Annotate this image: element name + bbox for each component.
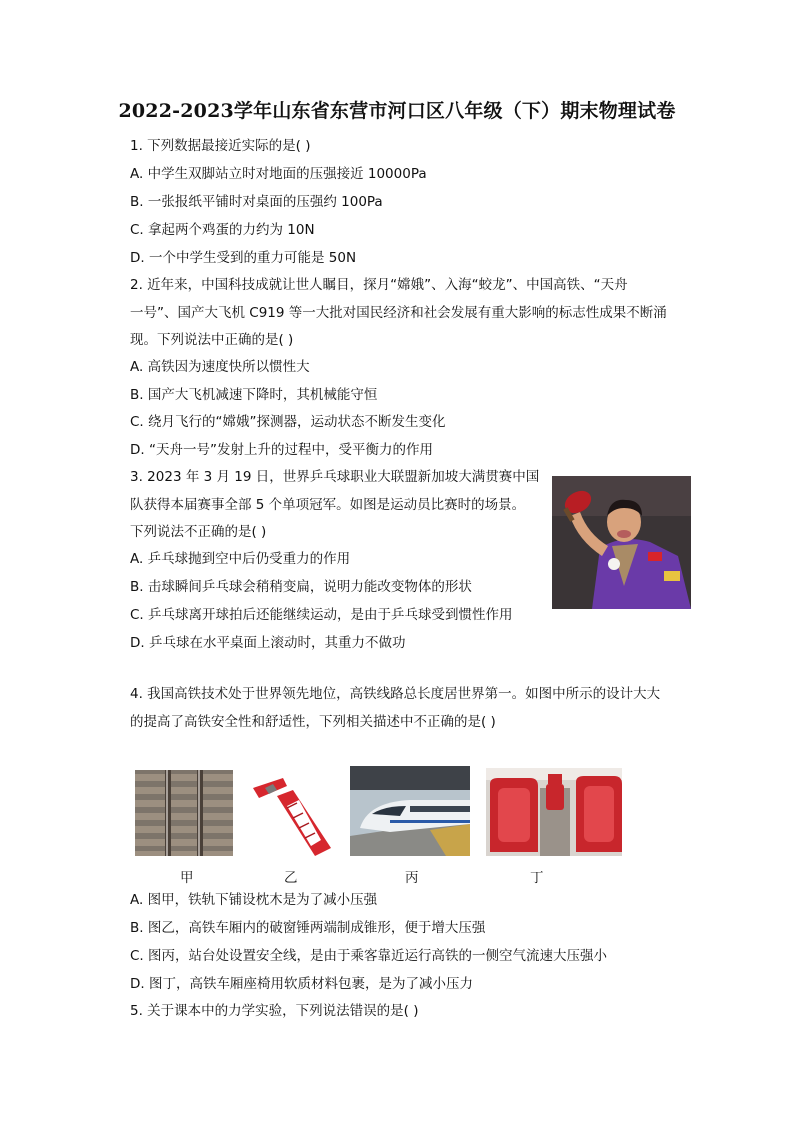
q3-option-a: A. 乒乓球抛到空中后仍受重力的作用 <box>130 551 351 567</box>
emergency-hammer-image <box>247 770 337 860</box>
q3-option-c: C. 乒乓球离开球拍后还能继续运动，是由于乒乓球受到惯性作用 <box>130 607 513 623</box>
q1-option-b: B. 一张报纸平铺时对桌面的压强约 100Pa <box>130 194 383 210</box>
q1-option-d: D. 一个中学生受到的重力可能是 50N <box>130 250 357 266</box>
q4-option-b: B. 图乙，高铁车厢内的破窗锤两端制成锥形，便于增大压强 <box>130 920 486 936</box>
figure-caption-yi: 乙 <box>284 870 298 886</box>
q4-option-d: D. 图丁，高铁车厢座椅用软质材料包裹，是为了减小压力 <box>130 976 473 992</box>
q2-option-c: C. 绕月飞行的“嫦娥”探测器，运动状态不断发生变化 <box>130 414 446 430</box>
figure-caption-ding: 丁 <box>530 870 544 886</box>
q1-option-a: A. 中学生双脚站立时对地面的压强接近 10000Pa <box>130 166 427 182</box>
figure-caption-jia: 甲 <box>180 870 194 886</box>
q2-option-a: A. 高铁因为速度快所以惯性大 <box>130 359 310 375</box>
table-tennis-player-photo <box>552 476 691 609</box>
q2-stem-line-3: 现。下列说法中正确的是( ) <box>130 332 294 348</box>
q2-stem-line-2: 一号”、国产大飞机 C919 等一大批对国民经济和社会发展有重大影响的标志性成果不断涌 <box>130 305 667 321</box>
q3-stem-line-2: 队获得本届赛事全部 5 个单项冠军。如图是运动员比赛时的场景。 <box>130 497 526 513</box>
train-seats-image <box>486 768 622 856</box>
q2-option-d: D. “天舟一号”发射上升的过程中，受平衡力的作用 <box>130 442 433 458</box>
q2-stem-line-1: 2. 近年来，中国科技成就让世人瞩目，探月“嫦娥”、入海“蛟龙”、中国高铁、“天舟 <box>130 277 628 293</box>
q3-stem-line-1: 3. 2023 年 3 月 19 日，世界乒乓球职业大联盟新加坡大满贯赛中国 <box>130 469 540 485</box>
exam-title: 2022-2023学年山东省东营市河口区八年级（下）期末物理试卷 <box>118 100 676 122</box>
q3-option-d: D. 乒乓球在水平桌面上滚动时，其重力不做功 <box>130 635 406 651</box>
q4-option-c: C. 图丙，站台处设置安全线，是由于乘客靠近运行高铁的一侧空气流速大压强小 <box>130 948 608 964</box>
q4-option-a: A. 图甲，铁轨下铺设枕木是为了减小压强 <box>130 892 378 908</box>
q2-option-b: B. 国产大飞机减速下降时，其机械能守恒 <box>130 387 378 403</box>
q3-stem-line-3: 下列说法不正确的是( ) <box>130 524 267 540</box>
q4-stem-line-2: 的提高了高铁安全性和舒适性，下列相关描述中不正确的是( ) <box>130 714 496 730</box>
q3-option-b: B. 击球瞬间乒乓球会稍稍变扁，说明力能改变物体的形状 <box>130 579 472 595</box>
figure-caption-bing: 丙 <box>405 870 419 886</box>
q1-stem: 1. 下列数据最接近实际的是( ) <box>130 138 311 154</box>
q4-stem-line-1: 4. 我国高铁技术处于世界领先地位，高铁线路总长度居世界第一。如图中所示的设计大大 <box>130 686 661 702</box>
high-speed-train-image <box>350 766 470 856</box>
q5-stem: 5. 关于课本中的力学实验，下列说法错误的是( ) <box>130 1003 419 1019</box>
railway-sleepers-image <box>135 770 233 856</box>
q1-option-c: C. 拿起两个鸡蛋的力约为 10N <box>130 222 315 238</box>
